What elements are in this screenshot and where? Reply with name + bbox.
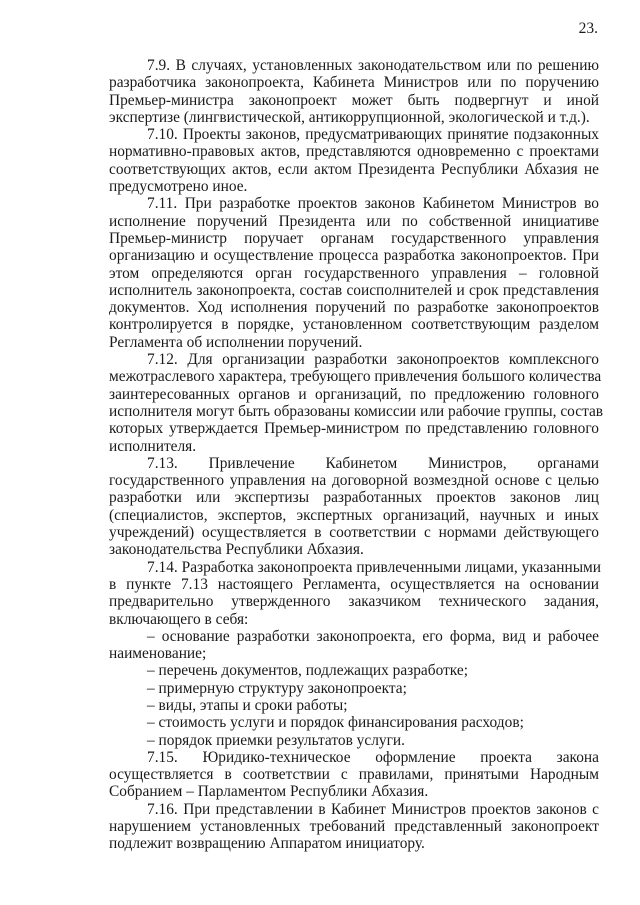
text-line: 7.10. Проекты законов, предусматривающих принятие подзаконных: [147, 126, 599, 144]
text-line: 7.16. При представлении в Кабинет Министров проектов законов с: [147, 800, 599, 818]
text-line: 7.14. Разработка законопроекта привлеченными лицами, указанными: [147, 558, 602, 576]
paragraph: [109, 662, 599, 679]
text-line: предусмотрено иное.: [109, 178, 248, 196]
text-line: – виды, этапы и сроки работы;: [147, 696, 348, 714]
paragraph: [109, 714, 599, 731]
text-line: исполнителя могут быть образованы комиссии или рабочие группы, состав: [109, 402, 604, 420]
paragraph: [109, 57, 599, 126]
paragraph: [109, 351, 604, 455]
text-line: разработчика законопроекта, Кабинета Министров или по поручению: [109, 74, 599, 92]
text-line: контролируется в порядке, установленном соответствующим разделом: [109, 316, 599, 334]
text-line: нормативно-правовых актов, представляются одновременно с проектами: [109, 143, 599, 161]
text-line: этом определяются орган государственного управления – головной: [109, 264, 599, 282]
text-line: 7.13. Привлечение Кабинетом Министров, органами: [147, 454, 599, 472]
text-line: межотраслевого характера, требующего привлечения большого количества: [109, 368, 602, 386]
text-line: осуществляется в соответствии с правилами, принятыми Народным: [109, 766, 599, 784]
paragraph: [109, 697, 599, 714]
text-line: Собранием – Парламентом Республики Абхазия.: [109, 783, 429, 801]
text-line: – основание разработки законопроекта, его форма, вид и рабочее: [147, 627, 599, 645]
text-line: исполнитель законопроекта, состав соисполнителей и срок представления: [109, 281, 599, 299]
text-line: документов. Ход исполнения поручений по разработке законопроектов: [109, 299, 599, 317]
text-line: подлежит возвращению Аппаратом инициатору.: [109, 835, 425, 853]
page-number: 23.: [578, 20, 598, 37]
paragraph: [109, 680, 599, 697]
paragraph: [109, 801, 599, 853]
text-line: (специалистов, экспертов, экспертных организаций, научных и иных: [109, 506, 599, 524]
paragraph: [109, 195, 599, 351]
text-line: организацию и осуществление процесса разработка законопроектов. При: [109, 247, 599, 265]
text-line: заинтересованных органов и организаций, по предложению головного: [109, 385, 599, 403]
document-body: [109, 57, 604, 853]
text-line: нарушением установленных требований представленный законопроект: [109, 818, 599, 836]
text-line: государственного управления на договорной возмездной основе с целью: [109, 472, 599, 490]
text-line: законодательства Республики Абхазия.: [109, 541, 364, 559]
paragraph: [109, 126, 599, 195]
text-line: экспертизе (лингвистической, антикоррупционной, экологической и т.д.).: [109, 108, 590, 126]
text-line: 7.15. Юридико-техническое оформление проекта закона: [147, 748, 599, 766]
text-line: наименование;: [109, 645, 207, 663]
text-line: Премьер-министра законопроект может быть подвергнут и иной: [109, 91, 599, 109]
text-line: 7.11. При разработке проектов законов Кабинетом Министров во: [147, 195, 599, 213]
text-line: – примерную структуру законопроекта;: [147, 679, 407, 697]
text-line: которых утверждается Премьер-министром по представлению головного: [109, 420, 599, 438]
text-line: включающего в себя:: [109, 610, 249, 628]
text-line: учреждений) осуществляется в соответствии с нормами действующего: [109, 524, 599, 542]
paragraph: [109, 628, 599, 663]
paragraph: [109, 732, 599, 749]
text-line: в пункте 7.13 настоящего Регламента, осуществляется на основании: [109, 575, 599, 593]
text-line: разработки или экспертизы разработанных проектов законов лиц: [109, 489, 599, 507]
text-line: предварительно утвержденного заказчиком технического задания,: [109, 593, 599, 611]
text-line: – перечень документов, подлежащих разработке;: [147, 662, 469, 680]
paragraph: [109, 558, 602, 628]
text-line: исполнителя.: [109, 437, 197, 455]
text-line: – стоимость услуги и порядок финансирования расходов;: [147, 714, 524, 732]
text-line: исполнение поручений Президента или по собственной инициативе: [109, 212, 599, 230]
text-line: Премьер-министр поручает органам государственного управления: [109, 229, 599, 247]
text-line: Регламента об исполнении поручений.: [109, 333, 363, 351]
paragraph: [109, 749, 599, 801]
text-line: соответствующих актов, если актом Президента Республики Абхазия не: [109, 160, 599, 178]
text-line: – порядок приемки результатов услуги.: [147, 731, 405, 749]
text-line: 7.12. Для организации разработки законопроектов комплексного: [147, 351, 599, 369]
paragraph: [109, 455, 599, 559]
text-line: 7.9. В случаях, установленных законодательством или по решению: [147, 57, 599, 74]
